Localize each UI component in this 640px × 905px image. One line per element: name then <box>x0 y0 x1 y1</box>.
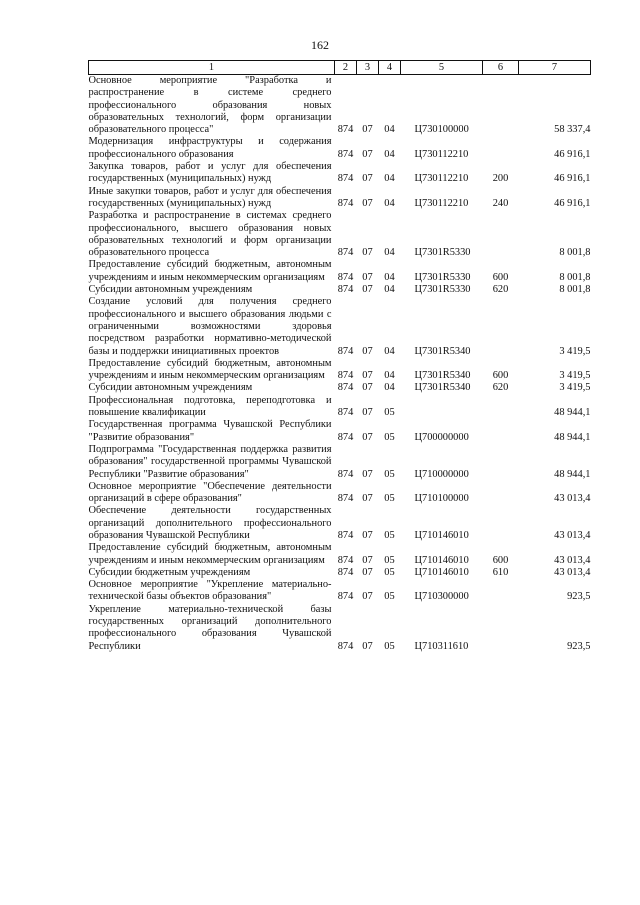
ministry-code: 874 <box>337 345 354 357</box>
table-row <box>89 161 591 186</box>
row-name: Укрепление материально-технической базы государственных организаций дополнительного профессионального образования Чувашской Республики <box>88 603 332 652</box>
target-article-code: Ц7301R5330 <box>414 271 471 283</box>
expense-type-code: 240 <box>492 197 509 209</box>
row-name: Субсидии бюджетным учреждениям <box>88 566 251 578</box>
ministry-code: 874 <box>337 529 354 541</box>
section-code: 07 <box>362 566 373 578</box>
expense-type-code <box>483 419 519 444</box>
subsection-code: 04 <box>384 382 395 394</box>
subsection-code: 05 <box>384 407 395 419</box>
amount: 8 001,8 <box>559 247 591 259</box>
target-article-code: Ц710146010 <box>414 566 469 578</box>
ministry-code: 874 <box>337 124 354 136</box>
table-row <box>89 358 591 383</box>
page-number: 162 <box>311 38 329 52</box>
target-article-code: Ц730112210 <box>414 148 469 160</box>
column-number: 5 <box>401 61 483 75</box>
amount: 3 419,5 <box>559 345 591 357</box>
expense-type-code <box>483 444 519 481</box>
target-article-code: Ц7301R5340 <box>414 382 471 394</box>
target-article-code: Ц730112210 <box>414 197 469 209</box>
subsection-code: 04 <box>384 345 395 357</box>
budget-table <box>88 60 591 653</box>
ministry-code: 874 <box>337 591 354 603</box>
ministry-code: 874 <box>337 271 354 283</box>
target-article-code: Ц7301R5340 <box>414 370 471 382</box>
table-row <box>89 75 591 137</box>
amount: 3 419,5 <box>559 382 591 394</box>
subsection-code: 04 <box>384 124 395 136</box>
section-code: 07 <box>362 345 373 357</box>
table-row <box>89 296 591 357</box>
ministry-code: 874 <box>337 197 354 209</box>
expense-type-code <box>483 296 519 357</box>
target-article-code: Ц7301R5330 <box>414 247 471 259</box>
ministry-code: 874 <box>337 566 354 578</box>
section-code: 07 <box>362 271 373 283</box>
column-number: 3 <box>357 61 379 75</box>
subsection-code: 04 <box>384 247 395 259</box>
subsection-code: 04 <box>384 284 395 296</box>
column-number: 2 <box>335 61 357 75</box>
section-code: 07 <box>362 591 373 603</box>
section-code: 07 <box>362 431 373 443</box>
subsection-code: 05 <box>384 493 395 505</box>
table-row <box>89 604 591 653</box>
expense-type-code: 600 <box>492 554 509 566</box>
section-code: 07 <box>362 148 373 160</box>
section-code: 07 <box>362 468 373 480</box>
row-name: Модернизация инфраструктуры и содержания профессионального образования <box>88 136 332 160</box>
amount: 48 944,1 <box>554 431 591 443</box>
table-body <box>89 75 591 653</box>
target-article-code: Ц710311610 <box>414 640 469 652</box>
ministry-code: 874 <box>337 554 354 566</box>
target-article-code: Ц730112210 <box>414 173 469 185</box>
row-name: Государственная программа Чувашской Республики "Развитие образования" <box>88 419 332 443</box>
section-code: 07 <box>362 173 373 185</box>
table-row <box>89 419 591 444</box>
table-row <box>89 186 591 211</box>
section-code: 07 <box>362 554 373 566</box>
subsection-code: 05 <box>384 431 395 443</box>
expense-type-code <box>483 136 519 161</box>
ministry-code: 874 <box>337 284 354 296</box>
section-code: 07 <box>362 370 373 382</box>
amount: 923,5 <box>567 640 591 652</box>
expense-type-code <box>483 579 519 604</box>
subsection-code: 05 <box>384 566 395 578</box>
amount: 3 419,5 <box>559 370 591 382</box>
section-code: 07 <box>362 247 373 259</box>
amount: 46 916,1 <box>554 173 591 185</box>
subsection-code: 04 <box>384 370 395 382</box>
row-name: Основное мероприятие "Укрепление материально-технической базы объектов образования" <box>88 579 332 603</box>
target-article-code: Ц7301R5340 <box>414 345 471 357</box>
row-name: Основное мероприятие "Обеспечение деятельности организаций в сфере образования" <box>88 480 332 505</box>
column-number: 4 <box>379 61 401 75</box>
section-code: 07 <box>362 493 373 505</box>
subsection-code: 04 <box>384 271 395 283</box>
table-row <box>89 444 591 481</box>
expense-type-code: 600 <box>492 370 509 382</box>
ministry-code: 874 <box>337 407 354 419</box>
expense-type-code <box>483 604 519 653</box>
expense-type-code <box>483 505 519 542</box>
subsection-code: 04 <box>384 148 395 160</box>
row-name: Субсидии автономным учреждениям <box>88 284 253 296</box>
target-article-code: Ц700000000 <box>414 431 469 443</box>
amount: 8 001,8 <box>559 271 591 283</box>
ministry-code: 874 <box>337 247 354 259</box>
expense-type-code <box>483 395 519 420</box>
expense-type-code: 610 <box>492 566 509 578</box>
subsection-code: 04 <box>384 197 395 209</box>
target-article-code: Ц730100000 <box>414 124 469 136</box>
target-article-code: Ц710300000 <box>414 591 469 603</box>
table-row <box>89 136 591 161</box>
amount: 8 001,8 <box>559 284 591 296</box>
section-code: 07 <box>362 640 373 652</box>
ministry-code: 874 <box>337 148 354 160</box>
subsection-code: 05 <box>384 591 395 603</box>
expense-type-code: 620 <box>492 382 509 394</box>
amount: 48 944,1 <box>554 468 591 480</box>
ministry-code: 874 <box>337 640 354 652</box>
table-row <box>89 284 591 296</box>
amount: 43 013,4 <box>554 529 591 541</box>
row-name: Предоставление субсидий бюджетным, автономным учреждениям и иным некоммерческим организациям <box>88 259 332 283</box>
expense-type-code: 200 <box>492 173 509 185</box>
table-row <box>89 505 591 542</box>
table-row <box>89 567 591 579</box>
ministry-code: 874 <box>337 370 354 382</box>
row-name: Субсидии автономным учреждениям <box>88 382 253 394</box>
section-code: 07 <box>362 407 373 419</box>
row-name: Предоставление субсидий бюджетным, автономным учреждениям и иным некоммерческим организациям <box>88 357 332 382</box>
amount: 43 013,4 <box>554 554 591 566</box>
section-code: 07 <box>362 529 373 541</box>
amount: 58 337,4 <box>554 124 591 136</box>
target-article-code: Ц710146010 <box>414 529 469 541</box>
subsection-code: 04 <box>384 173 395 185</box>
row-name: Подпрограмма "Государственная поддержка развития образования" государственной программы Чувашской Республики "Развитие образования" <box>88 443 332 480</box>
row-name: Предоставление субсидий бюджетным, автономным учреждениям и иным некоммерческим организациям <box>88 542 332 566</box>
table-row <box>89 481 591 506</box>
row-name: Создание условий для получения среднего профессионального и высшего образования людьми с ограниченными возможностями здоровья посредством разработки нормативно-методической базы и поддержки инициативных проектов <box>88 296 332 357</box>
section-code: 07 <box>362 284 373 296</box>
expense-type-code <box>483 210 519 259</box>
subsection-code: 05 <box>384 554 395 566</box>
amount: 923,5 <box>567 591 591 603</box>
target-article-code: Ц710100000 <box>414 493 469 505</box>
expense-type-code: 600 <box>492 271 509 283</box>
table-row <box>89 210 591 259</box>
column-number: 1 <box>89 61 335 75</box>
section-code: 07 <box>362 382 373 394</box>
subsection-code: 05 <box>384 640 395 652</box>
subsection-code: 05 <box>384 468 395 480</box>
ministry-code: 874 <box>337 173 354 185</box>
header-row <box>89 61 591 75</box>
row-name: Основное мероприятие "Разработка и распространение в системе среднего профессионального образования новых образовательных технологий, форм организации образовательного процесса" <box>88 75 332 136</box>
expense-type-code: 620 <box>492 284 509 296</box>
table-row <box>89 395 591 420</box>
row-name: Обеспечение деятельности государственных организаций дополнительного профессионального образования Чувашской Республики <box>88 505 332 541</box>
column-number: 7 <box>519 61 591 75</box>
subsection-code: 05 <box>384 529 395 541</box>
table-row <box>89 382 591 394</box>
amount: 48 944,1 <box>554 407 591 419</box>
expense-type-code <box>483 481 519 506</box>
target-article-code: Ц710000000 <box>414 468 469 480</box>
row-name: Профессиональная подготовка, переподготовка и повышение квалификации <box>88 394 332 419</box>
table-row <box>89 259 591 284</box>
amount: 46 916,1 <box>554 148 591 160</box>
row-name: Закупка товаров, работ и услуг для обеспечения государственных (муниципальных) нужд <box>88 161 332 185</box>
amount: 46 916,1 <box>554 197 591 209</box>
ministry-code: 874 <box>337 431 354 443</box>
section-code: 07 <box>362 197 373 209</box>
target-article-code: Ц710146010 <box>414 554 469 566</box>
section-code: 07 <box>362 124 373 136</box>
amount: 43 013,4 <box>554 493 591 505</box>
amount: 43 013,4 <box>554 566 591 578</box>
target-article-code <box>401 395 483 420</box>
column-number: 6 <box>483 61 519 75</box>
row-name: Иные закупки товаров, работ и услуг для обеспечения государственных (муниципальных) нужд <box>88 185 332 209</box>
row-name: Разработка и распространение в системах среднего профессионального, высшего образования новых образовательных технологий и форм организации образовательного процесса <box>88 210 332 259</box>
table-header <box>89 61 591 75</box>
ministry-code: 874 <box>337 382 354 394</box>
ministry-code: 874 <box>337 493 354 505</box>
table-row <box>89 579 591 604</box>
target-article-code: Ц7301R5330 <box>414 284 471 296</box>
table-row <box>89 542 591 567</box>
expense-type-code <box>483 75 519 137</box>
ministry-code: 874 <box>337 468 354 480</box>
